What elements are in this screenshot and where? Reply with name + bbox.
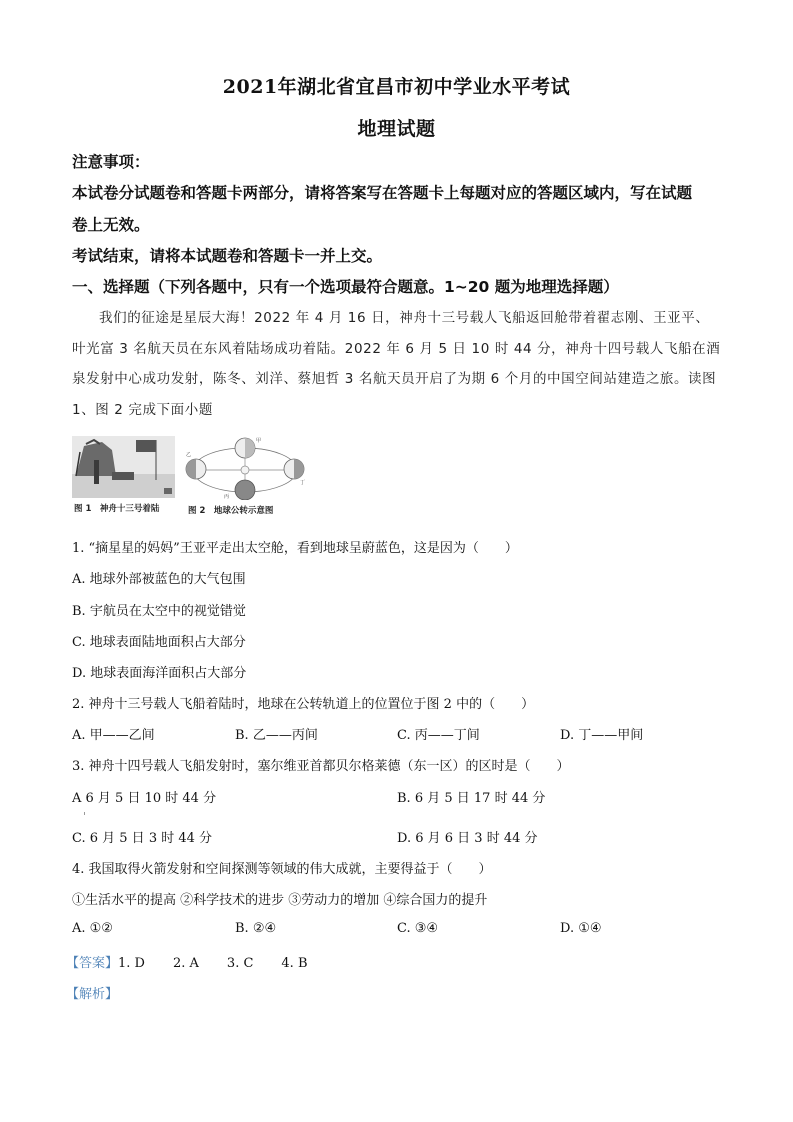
analysis-row (66, 983, 118, 1002)
label-ding: 丁 (300, 480, 306, 486)
sun-icon (241, 466, 249, 474)
figure-1 (72, 436, 175, 514)
answer-3: 3. C (226, 956, 254, 971)
answer-1: 1. D (118, 956, 145, 971)
stray-mark (84, 812, 85, 815)
question-2-option-c[interactable]: C. 丙——丁间 (397, 728, 480, 743)
question-3-option-d[interactable]: D. 6 月 6 日 3 时 44 分 (397, 831, 538, 846)
question-4-option-d[interactable]: D. ①④ (560, 921, 602, 936)
question-3-option-a[interactable]: A 6 月 5 日 10 时 44 分 (72, 791, 217, 806)
figure-2-caption: 图 2 地球公转示意图 (188, 506, 274, 516)
notice-line-1: 本试卷分试题卷和答题卡两部分，请将答案写在答题卡上每题对应的答题区域内，写在试题 (72, 184, 693, 202)
figure-1-caption: 图 1 神舟十三号着陆 (74, 504, 160, 514)
document-title: 2021年湖北省宜昌市初中学业水平考试 (222, 76, 571, 98)
earth-revolution-diagram (184, 436, 306, 500)
label-jia: 甲 (256, 438, 262, 444)
question-4-option-c[interactable]: C. ③④ (397, 921, 439, 936)
notice-line-2: 考试结束，请将本试题卷和答题卡一并上交。 (72, 247, 383, 265)
analysis-label: 【解析】 (66, 987, 119, 1002)
question-1-option-d[interactable]: D. 地球表面海洋面积占大部分 (72, 666, 247, 681)
question-3-option-b[interactable]: B. 6 月 5 日 17 时 44 分 (397, 791, 546, 806)
notice-line-1-cont: 卷上无效。 (72, 216, 150, 234)
question-2-option-b[interactable]: B. 乙——丙间 (235, 728, 318, 743)
document-subtitle: 地理试题 (357, 118, 436, 140)
question-1-option-c[interactable]: C. 地球表面陆地面积占大部分 (72, 635, 246, 650)
figure-row (72, 436, 312, 516)
answer-label: 【答案】 (66, 956, 119, 971)
capsule-landing-photo (72, 436, 175, 498)
question-4-option-b[interactable]: B. ②④ (235, 921, 277, 936)
question-4-stem: 4. 我国取得火箭发射和空间探测等领域的伟大成就，主要得益于（ ） (72, 862, 492, 877)
question-4-statements: ①生活水平的提高 ②科学技术的进步 ③劳动力的增加 ④综合国力的提升 (72, 893, 488, 908)
label-yi: 乙 (186, 452, 192, 458)
question-3-option-c[interactable]: C. 6 月 5 日 3 时 44 分 (72, 831, 213, 846)
question-1-stem: 1. “摘星星的妈妈”王亚平走出太空舱，看到地球呈蔚蓝色，这是因为（ ） (72, 541, 518, 556)
question-4-option-a[interactable]: A. ①② (72, 921, 113, 936)
question-1-option-b[interactable]: B. 宇航员在太空中的视觉错觉 (72, 604, 246, 619)
section-heading: 一、选择题（下列各题中，只有一个选项最符合题意。1~20 题为地理选择题） (72, 278, 619, 296)
label-bing: 丙 (224, 494, 230, 500)
answer-row (66, 952, 336, 971)
reading-passage: 我们的征途是星辰大海！2022 年 4 月 16 日，神舟十三号载人飞船返回舱带着翟志刚、王亚平、叶光富 3 名航天员在东风着陆场成功着陆。2022 年 6 月 5 日 10 时 44 分，神舟十四号载人飞船在酒泉发射中心成功发射，陈冬、刘洋、蔡旭哲 3 名航天员开启了为期 6 个月的中国空间站建造之旅。读图 1、图 2 完成下面小题 (72, 310, 721, 418)
answer-4: 4. B (281, 956, 308, 971)
question-2-option-a[interactable]: A. 甲——乙间 (72, 728, 155, 743)
figure-2 (184, 436, 306, 516)
question-3-stem: 3. 神舟十四号载人飞船发射时，塞尔维亚首都贝尔格莱德（东一区）的区时是（ ） (72, 759, 570, 774)
notice-heading: 注意事项： (72, 153, 150, 171)
answer-2: 2. A (172, 956, 199, 971)
question-2-stem: 2. 神舟十三号载人飞船着陆时，地球在公转轨道上的位置位于图 2 中的（ ） (72, 697, 535, 712)
question-1-option-a[interactable]: A. 地球外部被蓝色的大气包围 (72, 572, 246, 587)
question-2-option-d[interactable]: D. 丁——甲间 (560, 728, 644, 743)
